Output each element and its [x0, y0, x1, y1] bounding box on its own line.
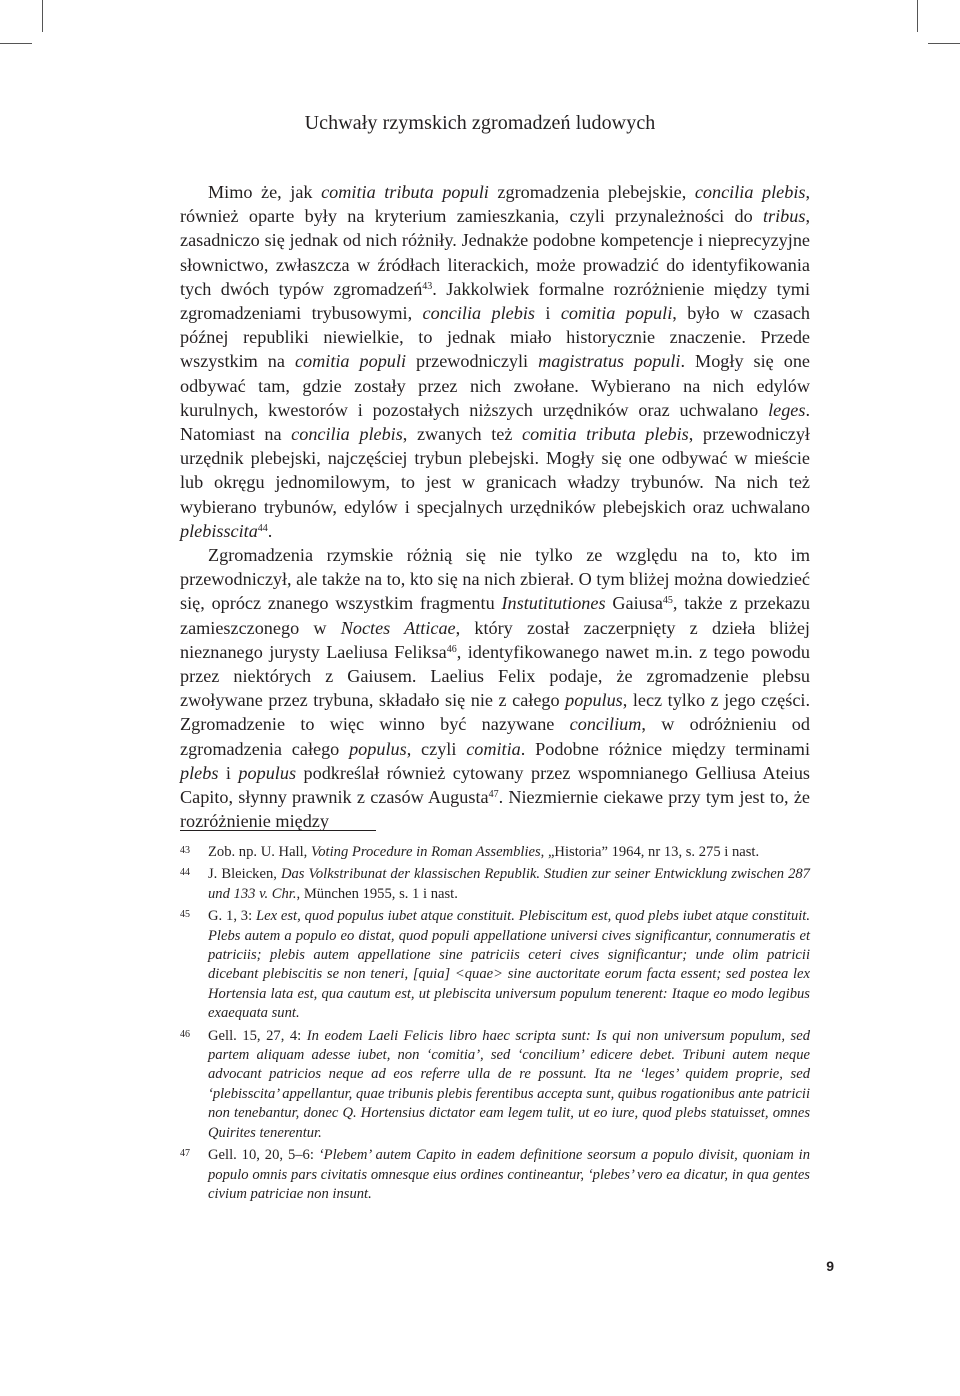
footnote-number: 47 — [180, 1148, 190, 1160]
italic-term: comitia populi — [560, 303, 673, 324]
text-span: , w odróżnieniu od zgromadzenia całego — [180, 714, 810, 759]
text-span: , również oparte były na kryterium zamieszkania, czyli przynależności do — [180, 182, 810, 227]
italic-term: populus — [565, 690, 623, 711]
italic-title: Das Volkstribunat der klassischen Republik. Studien zur seiner Entwicklung zwischen 287 und 133 v. Chr. — [208, 866, 810, 902]
italic-term: plebisscita — [180, 520, 258, 541]
crop-mark-top-right-v — [917, 0, 918, 32]
text-span: G. 1, 3: — [208, 908, 256, 925]
footnote-ref-44[interactable]: 44 — [257, 522, 268, 534]
italic-term: comitia tributa plebis — [522, 424, 689, 445]
footnote-ref-46[interactable]: 46 — [446, 643, 457, 655]
text-span: . Natomiast na — [180, 399, 810, 445]
italic-quote: In eodem Laeli Felicis libro haec scripta sunt: Is qui non universum populum, sed partem aliquam adesse iubet, non ‘comitia’, sed ‘concilium’ edicere debet. Tribuni autem neque advocant patricios neque ad eos referre ulla de re possunt. Ita ne ‘leges’ quidem proprie, sed ‘plebisscita’ appellantur, quae tribunis plebis ferentibus accepta sunt, quibus rogationibus ante patricii non tenebantur, donec Q. Hortensius dictator eam legem tulit, ut eo iure, quod plebs statuisset, omnes Quirites tenerentur. — [208, 1027, 810, 1141]
italic-term: concilia plebis — [291, 424, 403, 445]
text-span: , przewodniczył urzędnik plebejski, najczęściej trybun plebejski. Mogły się one odbywać w mieście lub okręgu jednomilowym, to jest w granicach władzy trybunów. Na nich też wybierano trybunów, edylów i specjalnych urzędników plebejskich oraz uchwalano — [180, 424, 810, 517]
text-span: , było w czasach późnej republiki niewielkie, to jednak miało historycznie znaczenie. Przede wszystkim na — [180, 303, 811, 372]
text-span: , czyli — [406, 738, 467, 759]
text-span: , identyfikowanego nawet m.in. z tego powodu przez niektórych z Gaiusem. Laelius Felix podaje, że zgromadzenie plebsu zwoływane przez trybuna, składało się nie z całego — [180, 641, 810, 711]
italic-term: populus — [238, 762, 297, 783]
italic-term: comitia tributa populi — [321, 182, 489, 202]
text-span: , „Historia” 1964, nr 13, s. 275 i nast. — [540, 844, 760, 860]
text-span: podkreślał również cytowany przez wspomnianego Gelliusa Ateius Capito, słynny prawnik z czasów Augusta — [180, 762, 810, 808]
text-span: Zgromadzenia rzymskie różnią się nie tylko ze względu na to, kto im przewodniczył, ale także na to, kto się na nich zbierał. O tym bliżej można dowiedzieć się, oprócz znanego wszystkim fragmentu — [180, 545, 810, 614]
text-span: , zwanych też — [402, 424, 523, 445]
text-span: . Podobne różnice między terminami — [520, 738, 810, 759]
text-span: . Niezmiernie ciekawe przy tym jest to, że rozróżnienie między — [180, 787, 810, 832]
italic-term: Instutitutiones — [501, 593, 606, 614]
italic-term: magistratus populi — [538, 351, 681, 372]
text-span: , lecz tylko z jego części. Zgromadzenie to więc winno być nazywane — [180, 690, 811, 735]
italic-term: concilia plebis — [694, 182, 806, 202]
italic-term: tribus — [763, 206, 806, 227]
italic-quote: ‘Plebem’ autem Capito in eadem definitione seorsum a populo divisit, quoniam in populo omnis pars civitatis omnesque eius ordines contineantur, ‘plebes’ vero ea dicatur, in qua gentes civium patriciae non insunt. — [208, 1147, 810, 1202]
italic-term: populus — [349, 738, 407, 759]
page-number: 9 — [826, 1258, 834, 1274]
text-span: i — [534, 303, 561, 324]
italic-term: concilium — [569, 714, 642, 735]
footnote-43 — [180, 843, 810, 862]
paragraph-2 — [180, 543, 810, 833]
footnote-number: 43 — [180, 845, 190, 856]
text-span: , zasadniczo się jednak od nich różniły. Jednakże podobne kompetencje i nieprecyzyjne słownictwo, zwłaszcza w źródłach literackich, może prowadzić do identyfikowania tych dwóch typów zgromadzeń — [180, 206, 810, 299]
footnote-44 — [180, 865, 810, 904]
text-span: przewodniczyli — [406, 351, 539, 372]
text-span: . — [267, 520, 273, 541]
footnote-number: 46 — [180, 1028, 190, 1040]
footnote-47 — [180, 1146, 810, 1204]
footnotes — [180, 843, 810, 1207]
text-span: Mimo że, jak — [208, 182, 322, 202]
text-span: , także z przekazu zamieszczonego w — [180, 593, 810, 638]
text-span: Gell. 15, 27, 4: — [208, 1027, 307, 1044]
main-text — [180, 180, 810, 833]
footnote-ref-45[interactable]: 45 — [662, 595, 673, 607]
footnote-ref-47[interactable]: 47 — [488, 789, 499, 801]
footnote-ref-43[interactable]: 43 — [422, 280, 433, 292]
text-span: Gell. 10, 20, 5–6: — [208, 1147, 319, 1164]
italic-term: plebs — [180, 762, 219, 783]
footnote-45 — [180, 907, 810, 1023]
text-span: zgromadzenia plebejskie, — [488, 182, 695, 202]
crop-mark-top-left-h — [0, 43, 32, 44]
running-header: Uchwały rzymskich zgromadzeń ludowych — [304, 112, 656, 134]
text-span: Gaiusa — [605, 593, 663, 614]
italic-term: leges — [768, 399, 806, 420]
text-span: i — [218, 762, 239, 783]
crop-mark-top-right-h — [928, 43, 960, 44]
italic-term: Noctes Atticae — [340, 617, 456, 638]
italic-title: Voting Procedure in Roman Assemblies — [310, 844, 541, 860]
footnote-number: 44 — [180, 867, 190, 879]
italic-term: comitia — [466, 738, 521, 759]
text-span: . Jakkolwiek formalne rozróżnienie między tymi zgromadzeniami trybusowymi, — [180, 278, 811, 324]
text-span: Zob. np. U. Hall, — [208, 844, 311, 860]
italic-term: comitia populi — [294, 351, 406, 372]
text-span: , który został zaczerpnięty z dzieła bliżej nieznanego jurysty Laeliusa Feliksa — [180, 617, 810, 662]
footnote-separator — [180, 830, 376, 831]
crop-mark-top-left-v — [42, 0, 43, 32]
text-span: , München 1955, s. 1 i nast. — [296, 885, 458, 902]
text-span: . Mogły się one odbywać tam, gdzie zostały przez nich zwołane. Wybierano na nich edylów kurulnych, kwestorów i pozostałych niższych urzędników oraz uchwalano — [180, 351, 810, 420]
italic-term: concilia plebis — [422, 303, 535, 324]
italic-quote: Lex est, quod populus iubet atque constituit. Plebiscitum est, quod plebs iubet atque constituit. Plebs autem a populo eo distat, quod populi appellatione universi cives significantur, connumeratis et patriciis; plebis autem appellatione sine patriciis ceteri cives significantur; unde olim patricii dicebant plebiscitis se non teneri, [quia] <quae> sine auctoritate eorum facta essent; sed postea lex Hortensia lata est, qua cautum est, ut plebiscita universum populum tenerent: Itaque eo modo legibus exaequata sunt. — [208, 908, 810, 1022]
paragraph-1 — [180, 180, 810, 543]
footnote-number: 45 — [180, 909, 190, 921]
text-span: J. Bleicken, — [208, 866, 281, 883]
footnote-46 — [180, 1027, 810, 1143]
